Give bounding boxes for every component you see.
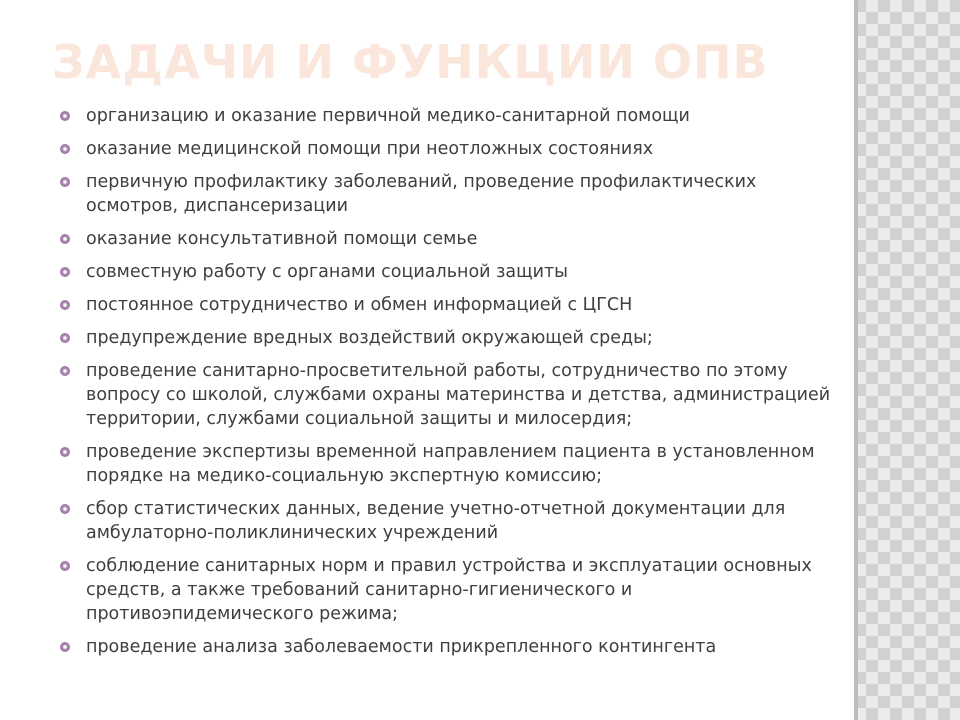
bullet-text: проведение экспертизы временной направлением пациента в установленном порядке на медико-социальную экспертную комиссию; (86, 442, 815, 486)
bullet-text: совместную работу с органами социальной защиты (86, 262, 569, 282)
bullet-icon (60, 447, 70, 457)
bullet-list (60, 104, 844, 668)
bullet-icon (60, 267, 70, 277)
bullet-icon (60, 642, 70, 652)
bullet-item (60, 170, 844, 218)
bullet-text: соблюдение санитарных норм и правил устройства и эксплуатации основных средств, а также требований санитарно-гигиенического и противоэпидемического режима; (86, 556, 812, 624)
bullet-icon (60, 234, 70, 244)
bullet-text: первичную профилактику заболеваний, проведение профилактических осмотров, диспансеризации (86, 172, 757, 216)
bullet-text: проведение анализа заболеваемости прикрепленного контингента (86, 637, 717, 657)
bullet-icon (60, 333, 70, 343)
decorative-side-panel (854, 0, 960, 720)
bullet-text: оказание консультативной помощи семье (86, 229, 478, 249)
bullet-item (60, 104, 844, 128)
bullet-item (60, 293, 844, 317)
bullet-item (60, 359, 844, 431)
bullet-item (60, 227, 844, 251)
bullet-icon (60, 111, 70, 121)
bullet-icon (60, 366, 70, 376)
bullet-item (60, 554, 844, 626)
bullet-text: постоянное сотрудничество и обмен информацией с ЦГСН (86, 295, 633, 315)
bullet-text: оказание медицинской помощи при неотложных состояниях (86, 139, 654, 159)
bullet-text: организацию и оказание первичной медико-санитарной помощи (86, 106, 690, 126)
bullet-item (60, 497, 844, 545)
bullet-item (60, 326, 844, 350)
bullet-icon (60, 504, 70, 514)
bullet-item (60, 137, 844, 161)
bullet-icon (60, 300, 70, 310)
bullet-icon (60, 177, 70, 187)
bullet-text: сбор статистических данных, ведение учетно-отчетной документации для амбулаторно-поликлинических учреждений (86, 499, 786, 543)
bullet-item (60, 440, 844, 488)
bullet-item (60, 260, 844, 284)
bullet-icon (60, 561, 70, 571)
bullet-item (60, 635, 844, 659)
bullet-icon (60, 144, 70, 154)
bullet-text: предупреждение вредных воздействий окружающей среды; (86, 328, 653, 348)
slide-title: ЗАДАЧИ И ФУНКЦИИ ОПВ (52, 35, 769, 89)
bullet-text: проведение санитарно-просветительной работы, сотрудничество по этому вопросу со школой, службами охраны материнства и детства, администрацией территории, службами социальной защиты и милосердия; (86, 361, 831, 429)
